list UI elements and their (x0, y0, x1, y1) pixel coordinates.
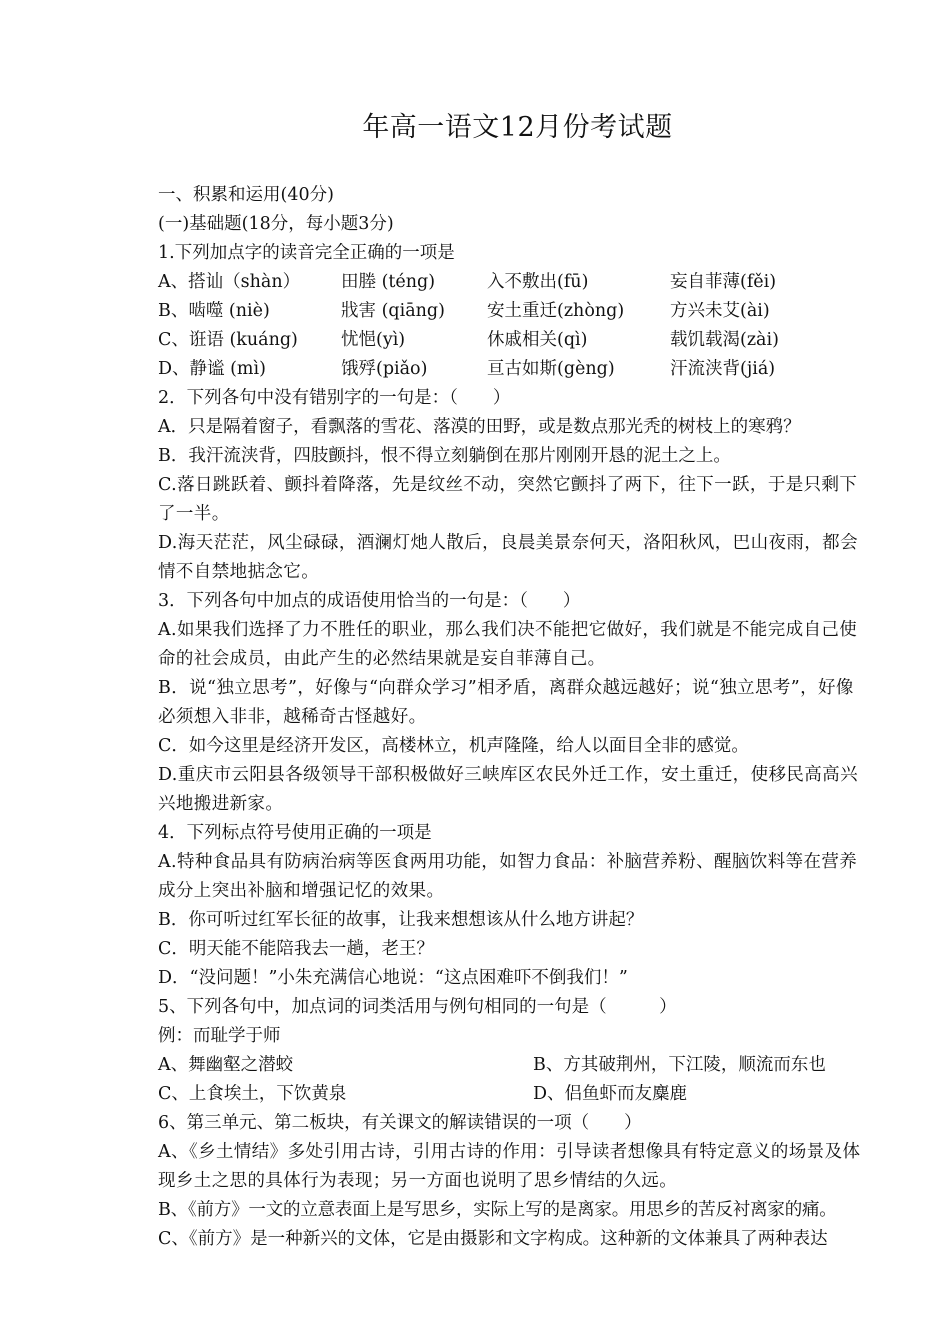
page-title: 年高一语文12月份考试题 (362, 112, 673, 143)
q2-option: D.海天茫茫，风尘碌碌，酒澜灯灺人散后，良晨美景奈何天，洛阳秋风，巴山夜雨，都会情不自禁地掂念它。 (158, 533, 858, 582)
q5-option-row (158, 1080, 868, 1109)
q1-option-cell: 休戚相关(qì) (487, 330, 588, 350)
q1-option-row (158, 355, 868, 384)
q1-option-cell: D、静谧 (mì) (158, 359, 266, 379)
question-4-stem: 4．下列标点符号使用正确的一项是 (158, 823, 432, 843)
q1-option-cell: A、搭讪（shàn） (158, 272, 301, 292)
q2-option: B．我汗流浃背，四肢颤抖，恨不得立刻躺倒在那片刚刚开恳的泥土之上。 (158, 446, 731, 466)
q5-option-cell: D、侣鱼虾而友麋鹿 (533, 1084, 688, 1104)
q3-option: A.如果我们选择了力不胜任的职业，那么我们决不能把它做好，我们就是不能完成自己使命的社会成员，由此产生的必然结果就是妄自菲薄自己。 (158, 620, 858, 669)
q1-option-row (158, 268, 868, 297)
q1-option-cell: C、诳语 (kuáng) (158, 330, 298, 350)
q3-option: D.重庆市云阳县各级领导干部积极做好三峡库区农民外迁工作，安土重迁，使移民高高兴兴地搬进新家。 (158, 765, 858, 814)
q1-option-cell: 戕害 (qiāng) (341, 301, 445, 321)
q1-option-cell: 载饥载渴(zài) (670, 330, 779, 350)
q6-option: C、《前方》是一种新兴的文体，它是由摄影和文字构成。这种新的文体兼具了两种表达 (158, 1229, 828, 1249)
q1-option-cell: B、啮噬 (niè) (158, 301, 270, 321)
q4-option: D．“没问题！”小朱充满信心地说：“这点困难吓不倒我们！” (158, 968, 628, 988)
q5-option-row (158, 1051, 868, 1080)
q5-option-cell: A、舞幽壑之潜蛟 (158, 1055, 294, 1075)
q5-option-cell: C、上食埃土，下饮黄泉 (158, 1084, 347, 1104)
question-3-stem: 3．下列各句中加点的成语使用恰当的一句是：（ ） (158, 591, 581, 611)
q4-option: A.特种食品具有防病治病等医食两用功能，如智力食品：补脑营养粉、醒脑饮料等在营养成分上突出补脑和增强记忆的效果。 (158, 852, 858, 901)
q2-option: A．只是隔着窗子，看飘落的雪花、落漠的田野，或是数点那光秃的树枝上的寒鸦？ (158, 417, 801, 437)
q6-option: B、《前方》一文的立意表面上是写思乡，实际上写的是离家。用思乡的苦反衬离家的痛。 (158, 1200, 837, 1220)
q4-option: C．明天能不能陪我去一趟，老王？ (158, 939, 434, 959)
q1-option-cell: 安土重迁(zhòng) (487, 301, 625, 321)
q5-option-cell: B、方其破荆州，下江陵，顺流而东也 (533, 1055, 826, 1075)
q1-option-cell: 亘古如斯(gèng) (487, 359, 615, 379)
q1-option-row (158, 297, 868, 326)
q2-option: C.落日跳跃着、颤抖着降落，先是纹丝不动，突然它颤抖了两下，往下一跃，于是只剩下了一半。 (158, 475, 858, 524)
q1-option-cell: 汗流浃背(jiá) (670, 359, 776, 379)
question-5-stem: 5、下列各句中，加点词的词类活用与例句相同的一句是（ ） (158, 997, 677, 1017)
section-heading: 一、积累和运用(40分) (158, 185, 334, 205)
exam-content (158, 181, 868, 1254)
q6-option: A、《乡土情结》多处引用古诗，引用古诗的作用：引导读者想像具有特定意义的场景及体现乡土之思的具体行为表现；另一方面也说明了思乡情结的久远。 (158, 1142, 861, 1191)
q4-option: B．你可听过红军长征的故事，让我来想想该从什么地方讲起？ (158, 910, 644, 930)
q1-option-cell: 忧悒(yì) (341, 330, 406, 350)
q1-option-cell: 入不敷出(fū) (487, 272, 589, 292)
q1-option-cell: 田塍 (téng) (341, 272, 436, 292)
q1-option-cell: 饿殍(piǎo) (341, 359, 428, 379)
q1-option-cell: 方兴未艾(ài) (670, 301, 770, 321)
q3-option: B．说“独立思考”，好像与“向群众学习”相矛盾，离群众越远越好；说“独立思考”，好像必须想入非非，越稀奇古怪越好。 (158, 678, 854, 727)
q5-example: 例：而耻学于师 (158, 1026, 281, 1046)
question-1-stem: 1.下列加点字的读音完全正确的一项是 (158, 243, 455, 263)
q3-option: C．如今这里是经济开发区，高楼林立，机声隆隆，给人以面目全非的感觉。 (158, 736, 749, 756)
q1-option-cell: 妄自菲薄(fěi) (670, 272, 777, 292)
question-2-stem: 2．下列各句中没有错别字的一句是：（ ） (158, 388, 511, 408)
subsection-heading: (一)基础题(18分，每小题3分) (158, 214, 394, 234)
q1-option-row (158, 326, 868, 355)
question-6-stem: 6、第三单元、第二板块，有关课文的解读错误的一项（ ） (158, 1113, 642, 1133)
